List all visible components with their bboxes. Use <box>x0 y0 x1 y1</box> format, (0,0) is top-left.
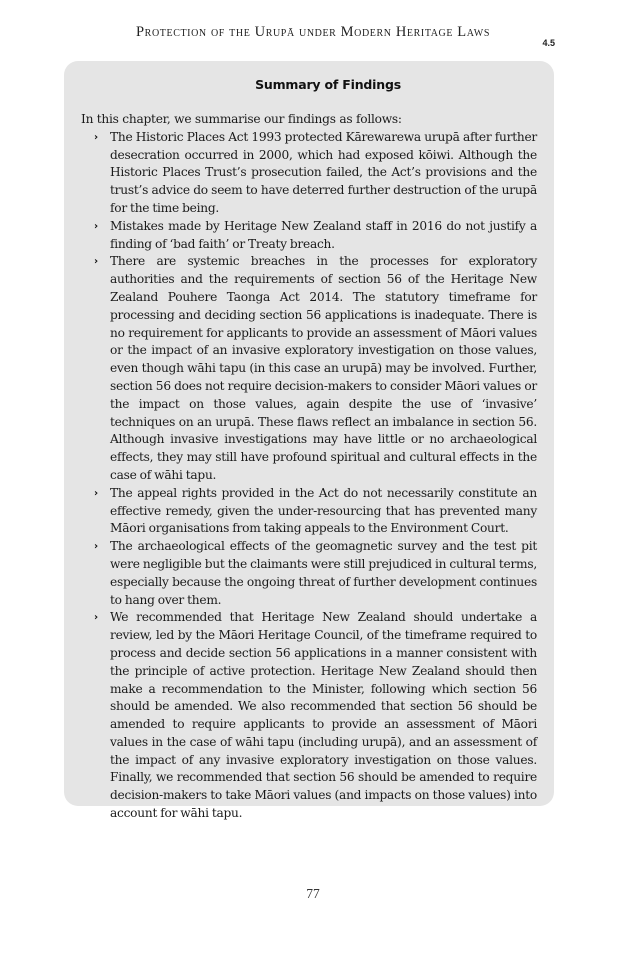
finding-text: Mistakes made by Heritage New Zealand staff in 2016 do not justify a finding of ‘bad faith’ or Treaty breach. <box>110 218 537 251</box>
finding-item <box>94 485 537 538</box>
finding-text: The appeal rights provided in the Act do not necessarily constitute an effective remedy, given the under-resourcing that has prevented many Māori organisations from taking appeals to the Environment Court. <box>110 485 537 536</box>
running-header: Protection of the Urupā under Modern Heritage Laws <box>136 24 490 40</box>
finding-item <box>94 609 537 823</box>
finding-text: The Historic Places Act 1993 protected Kārewarewa urupā after further desecration occurred in 2000, which had exposed kōiwi. Although the Historic Places Trust’s prosecution failed, the Act’s provisions and the trust’s advice do seem to have deterred further destruction of the urupā for the time being. <box>110 129 537 215</box>
summary-intro: In this chapter, we summarise our findings as follows: <box>81 112 402 126</box>
finding-item <box>94 253 537 484</box>
finding-item <box>94 129 537 218</box>
summary-of-findings-box <box>64 61 554 821</box>
chevron-right-icon: › <box>94 541 98 553</box>
summary-title: Summary of Findings <box>255 77 401 92</box>
chevron-right-icon: › <box>94 131 98 143</box>
chevron-right-icon: › <box>94 220 98 232</box>
section-number: 4.5 <box>542 38 555 48</box>
chevron-right-icon: › <box>94 487 98 499</box>
finding-item <box>94 218 537 254</box>
findings-list <box>81 129 537 823</box>
chevron-right-icon: › <box>94 612 98 624</box>
chevron-right-icon: › <box>94 256 98 268</box>
finding-text: The archaeological effects of the geomagnetic survey and the test pit were negligible but the claimants were still prejudiced in cultural terms, especially because the ongoing threat of further development continues to hang over them. <box>110 539 537 607</box>
finding-text: There are systemic breaches in the processes for exploratory authorities and the requirements of section 56 of the Heritage New Zealand Pouhere Taonga Act 2014. The statutory timeframe for processing and deciding section 56 applications is inadequate. There is no requirement for applicants to provide an assessment of Māori values or the impact of an invasive exploratory investigation on those values, even though wāhi tapu (in this case an urupā) may be involved. Further, section 56 does not require decision-makers to consider Māori values or the impact on those values, again despite the use of ‘invasive’ techniques on an urupā. These flaws reflect an imbalance in section 56. Although invasive investigations may have little or no archaeological effects, they may still have profound spiritual and cultural effects in the case of wāhi tapu. <box>110 254 537 482</box>
finding-text: We recommended that Heritage New Zealand should undertake a review, led by the Māori Heritage Council, of the timeframe required to process and decide section 56 applications in a manner consistent with the principle of active protection. Heritage New Zealand should then make a recommendation to the Minister, following which section 56 should be amended. We also recommended that section 56 should be amended to require applicants to provide an assessment of Māori values in the case of wāhi tapu (including urupā), and an assessment of the impact of any invasive exploratory investigation on those values. Finally, we recommended that section 56 should be amended to require decision-makers to take Māori values (and impacts on those values) into account for wāhi tapu. <box>110 610 537 821</box>
finding-item <box>94 538 537 609</box>
page-number: 77 <box>306 886 320 901</box>
